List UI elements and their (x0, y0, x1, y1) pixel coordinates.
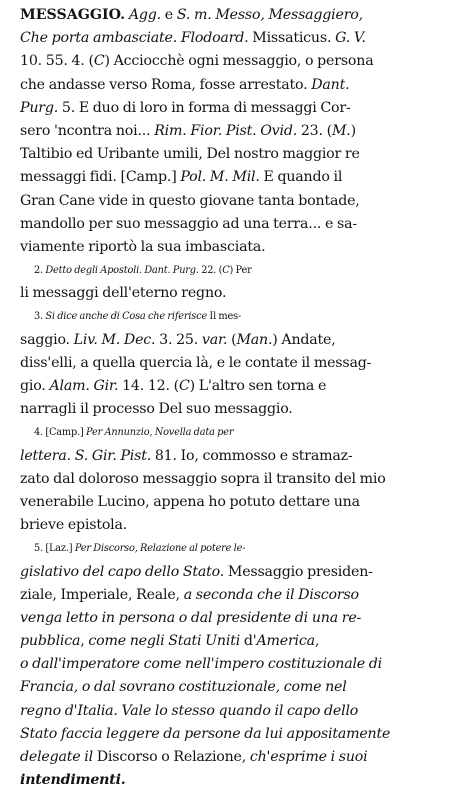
text-segment: ) Per (229, 265, 252, 277)
italic-segment: Agg. (128, 7, 161, 23)
text-line (20, 282, 464, 305)
text-line (20, 630, 464, 653)
italic-segment: G. V. (335, 30, 366, 47)
text-segment: 3. 25. (155, 331, 202, 348)
text-segment: viamente riportò la sua imbasciata. (20, 238, 266, 255)
italic-segment: C (222, 265, 230, 277)
text-segment: messaggi fidi. [Camp.] (20, 169, 181, 186)
italic-segment: Man. (236, 331, 273, 348)
text-segment: ) Acciocchè ogni messaggio, o persona (104, 53, 374, 70)
italic-segment: come negli Stati Uniti (88, 633, 241, 650)
text-line (20, 259, 464, 282)
italic-segment: ch'esprime i suoi (249, 749, 368, 765)
text-line (20, 584, 464, 607)
text-segment: venerabile Lucino, appena ho potuto dettare una (20, 493, 360, 510)
text-line (20, 166, 464, 189)
italic-segment: Francia, o dal sovrano costituzionale, come nel (20, 679, 347, 696)
text-segment: mandollo per suo messaggio ad una terra... e sa- (20, 215, 357, 232)
italic-segment: Liv. M. Dec. (73, 331, 156, 348)
text-line (20, 676, 464, 699)
italic-segment: C (178, 378, 190, 394)
text-line (20, 329, 464, 352)
italic-segment: Dant. (311, 76, 350, 93)
text-segment: 3. (34, 311, 46, 323)
text-line (20, 120, 464, 143)
text-segment: d' (240, 633, 257, 650)
italic-segment: a seconda che il Discorso (183, 586, 359, 603)
italic-segment: o dall'imperatore come nell'impero costituzionale di (20, 656, 383, 673)
italic-segment: M. (331, 122, 351, 139)
text-line (20, 561, 464, 584)
text-segment: , (80, 633, 89, 650)
text-segment: zato dal doloroso messaggio sopra il transito del mio (20, 470, 386, 487)
text-segment: li messaggi dell'eterno regno. (20, 285, 227, 302)
italic-segment: lettera. S. Gir. Pist. (20, 447, 152, 464)
text-segment: ) L'altro sen torna e (189, 378, 327, 394)
text-line (20, 421, 464, 444)
text-segment: saggio. (20, 331, 74, 348)
text-segment: 4. [Camp.] (34, 427, 87, 439)
text-line (20, 700, 464, 723)
italic-segment: var. (201, 331, 228, 348)
text-segment: Missaticus. (248, 30, 336, 47)
text-segment: brieve epistola. (20, 517, 128, 534)
text-line (20, 398, 464, 421)
text-segment: e (160, 7, 177, 23)
text-segment: 5. E duo di loro in forma di messaggi Cor- (58, 99, 351, 116)
text-segment: 2. (34, 265, 46, 277)
italic-segment: America (256, 633, 315, 650)
text-segment: diss'elli, a quella quercia là, e le contate il messag- (20, 354, 372, 371)
text-segment: Discorso o Relazione, (92, 749, 250, 765)
text-line (20, 468, 464, 491)
text-line (20, 537, 464, 560)
text-line (20, 143, 464, 166)
text-line (20, 653, 464, 676)
text-line (20, 746, 464, 769)
italic-segment: Per Annunzio, Novella data per (86, 427, 234, 439)
italic-segment: S. m. (176, 7, 212, 23)
text-segment: 10. 55. 4. ( (20, 53, 94, 70)
italic-segment: Che porta ambasciate. Flodoard. (20, 30, 249, 47)
text-segment: ziale, Imperiale, Reale, (20, 586, 184, 603)
text-line (20, 491, 464, 514)
text-segment: 22. ( (198, 265, 223, 277)
text-line (20, 74, 464, 97)
italic-segment: delegate il (20, 749, 93, 765)
text-segment: 81. Io, commosso e stramaz- (151, 447, 353, 464)
text-line (20, 352, 464, 375)
italic-segment: Rim. Fior. Pist. Ovid. (154, 122, 298, 139)
italic-segment: Messo, Messaggiero, (215, 7, 363, 23)
text-segment: ) Andate, (272, 331, 336, 348)
text-line (20, 607, 464, 630)
text-line (20, 97, 464, 120)
text-line (20, 445, 464, 468)
text-segment: 14. 12. ( (118, 378, 179, 394)
text-segment: E quando il (259, 169, 343, 186)
text-segment: che andasse verso Roma, fosse arrestato. (20, 76, 312, 93)
italic-segment: gislativo del capo dello Stato. (20, 563, 225, 580)
text-segment: sero 'ncontra noi... (20, 122, 155, 139)
text-segment: narragli il processo Del suo messaggio. (20, 401, 293, 418)
text-line (20, 514, 464, 537)
italic-segment: venga letto in persona o dal presidente di una re- (20, 609, 362, 626)
text-line (20, 190, 464, 213)
italic-bold-segment: intendimenti. (20, 772, 126, 789)
text-segment: , (314, 633, 320, 650)
text-line (20, 236, 464, 259)
italic-segment: C (93, 53, 105, 70)
italic-segment: Alam. Gir. (49, 378, 119, 394)
italic-segment: Purg. (20, 99, 59, 116)
italic-segment: Detto degli Apostoli. Dant. Purg. (45, 265, 199, 277)
text-line (20, 4, 464, 27)
italic-segment: Stato faccia leggere da persone da lui appositamente (20, 725, 391, 742)
text-line (20, 27, 464, 50)
headword: MESSAGGIO. (20, 7, 126, 23)
text-line (20, 213, 464, 236)
text-line (20, 50, 464, 73)
text-segment: ( (227, 331, 237, 348)
text-segment: Il mes- (206, 311, 242, 323)
text-segment: Messaggio presiden- (224, 563, 373, 580)
text-line (20, 305, 464, 328)
text-segment: ) (350, 122, 356, 139)
italic-segment: Per Discorso, Relazione al potere le- (74, 543, 246, 555)
italic-segment: pubblica (20, 633, 81, 650)
text-line (20, 769, 464, 792)
text-segment: Taltibio ed Uribante umili, Del nostro maggior re (20, 146, 360, 163)
italic-segment: Pol. M. Mil. (180, 169, 260, 186)
text-segment: Gran Cane vide in questo giovane tanta bontade, (20, 192, 360, 209)
text-segment: 23. ( (297, 122, 332, 139)
italic-segment: regno d'Italia. Vale lo stesso quando il capo dello (20, 702, 359, 719)
text-segment: gio. (20, 378, 50, 394)
text-segment: 5. [Laz.] (34, 543, 75, 555)
italic-segment: Si dice anche di Cosa che riferisce (45, 311, 207, 323)
text-line (20, 723, 464, 746)
text-line (20, 375, 464, 398)
